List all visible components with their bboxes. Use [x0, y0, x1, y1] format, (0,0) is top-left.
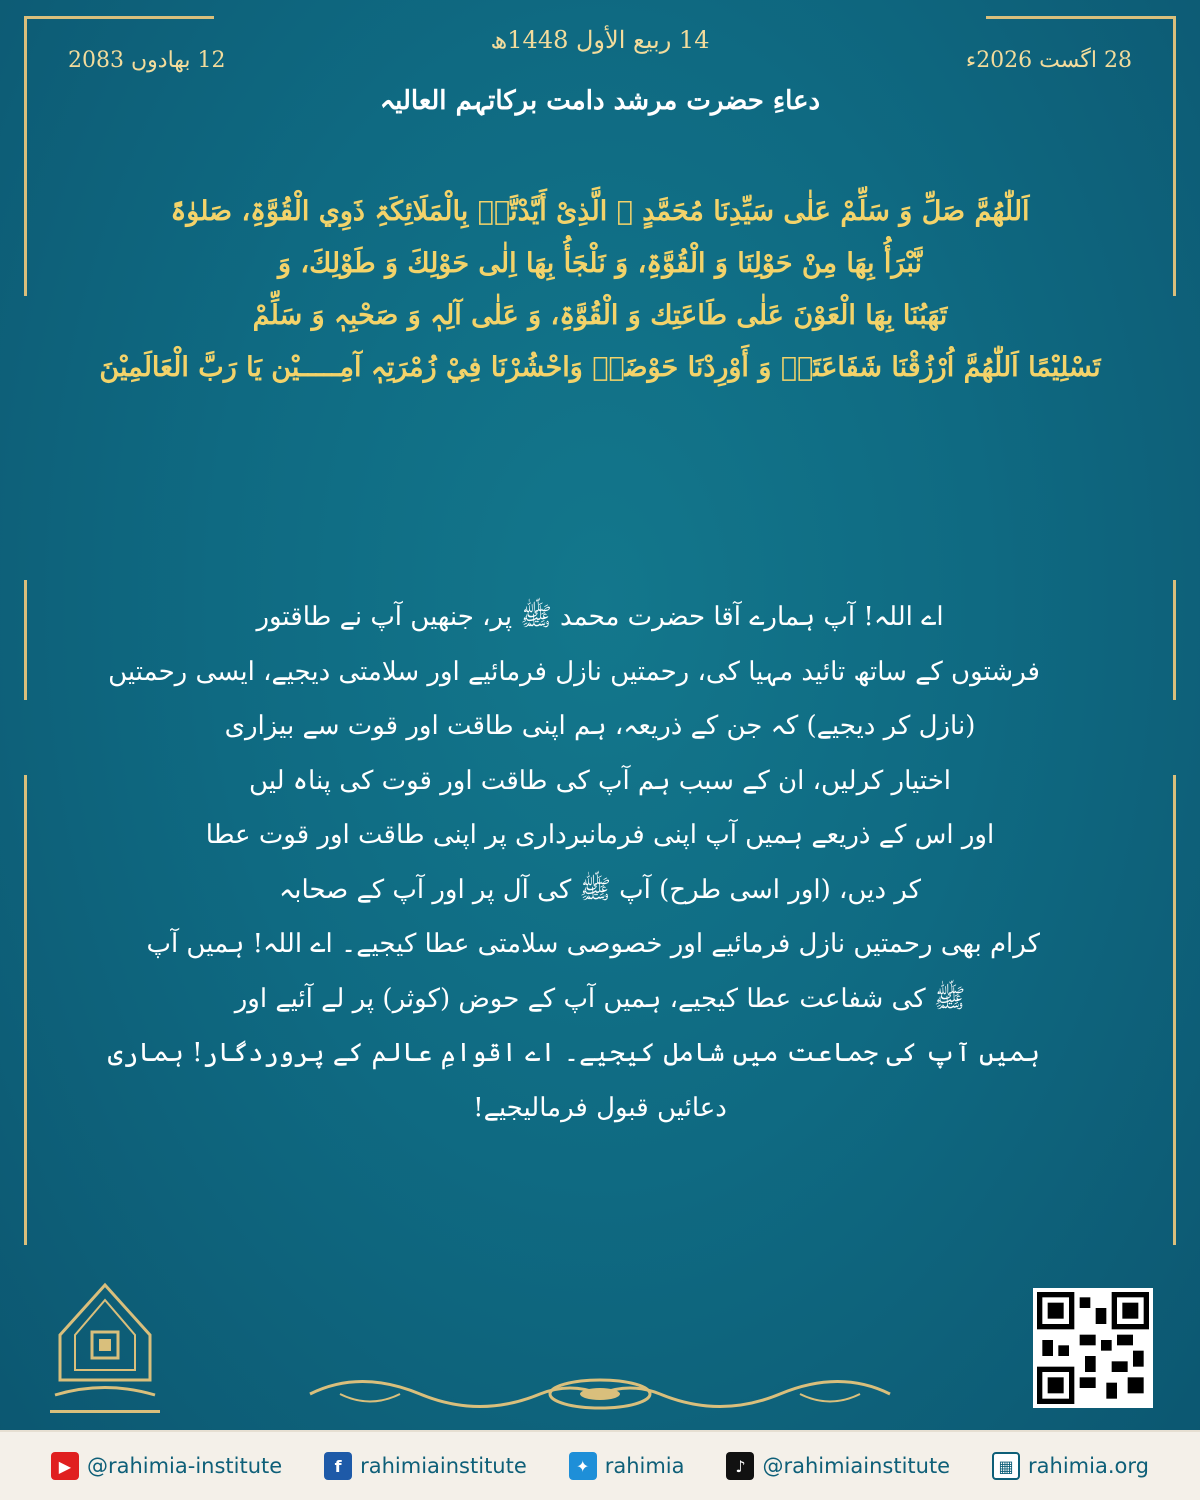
urdu-translation [107, 590, 1040, 1135]
frame-border [986, 16, 1176, 19]
urdu-line: دعائیں قبول فرمالیجیے! [473, 1092, 727, 1123]
tiktok-link[interactable] [726, 1452, 950, 1480]
gold-ornament [300, 1364, 900, 1424]
urdu-line: اختیار کرلیں، ان کے سبب ہم آپ کی طاقت اور قوت کی پناہ لیں [248, 765, 952, 796]
youtube-icon: ▶ [51, 1452, 79, 1480]
website-url: rahimia.org [1028, 1454, 1149, 1478]
urdu-line: کر دیں، (اور اسی طرح) آپ ﷺ کی آل پر اور آپ کے صحابہ [278, 874, 922, 905]
urdu-line: ہمیں آپ کی جماعت میں شامل کیجیے۔ اے اقوامِ عالم کے پروردگار! ہماری [107, 1038, 1040, 1068]
youtube-handle: @rahimia-institute [86, 1454, 283, 1478]
frame-border [1173, 16, 1176, 296]
tiktok-handle: @rahimiainstitute [762, 1454, 951, 1478]
urdu-line: اور اس کے ذریعے ہمیں آپ اپنی فرمانبرداری پر اپنی طاقت اور قوت عطا [205, 820, 995, 850]
arabic-line: تَسْلِیْمًا اَللّٰھُمَّ اُرْزُقْنَا شَفَاعَتَہٗ وَ أَوْرِدْنَا حَوْضَہٗ وَاحْشُرْنَا فِيْ زُمْرَتِہٖ آمِـــــیْن یَا رَبَّ الْعَالَمِیْنَ [99, 352, 1101, 383]
urdu-line: فرشتوں کے ساتھ تائید مہیا کی، رحمتیں نازل فرمائیے اور سلامتی دیجیے، ایسی رحمتیں [108, 656, 1040, 687]
gregorian-date: 28 اگست 2026ء [965, 48, 1132, 73]
twitter-icon: ✦ [569, 1452, 597, 1480]
website-link[interactable] [992, 1452, 1149, 1480]
page-title: دعاءِ حضرت مرشد دامت برکاتہم العالیہ [379, 86, 821, 116]
rahimia-logo [40, 1280, 170, 1430]
hijri-date: 14 ربیع الأول 1448ھ [490, 26, 710, 54]
frame-border [1173, 775, 1176, 1245]
frame-border [24, 16, 214, 19]
arabic-line: نَّبْرَأُ بِھَا مِنْ حَوْلِنَا وَ الْقُوَّۃِ، وَ نَلْجَأُ بِھَا اِلٰی حَوْلِكَ وَ طَوْلِكَ، وَ [277, 248, 922, 279]
facebook-link[interactable] [324, 1452, 527, 1480]
urdu-line: (نازل کر دیجیے) کہ جن کے ذریعہ، ہم اپنی طاقت اور قوت سے بیزاری [224, 711, 976, 741]
youtube-link[interactable] [51, 1452, 282, 1480]
tiktok-icon: ♪ [726, 1452, 754, 1480]
frame-border [24, 16, 27, 296]
twitter-link[interactable] [569, 1452, 685, 1480]
qr-code[interactable] [1033, 1288, 1153, 1408]
arabic-line: اَللّٰھُمَّ صَلِّ وَ سَلِّمْ عَلٰی سَیِّدِنَا مُحَمَّدٍ ﷺ الَّذِیْ أَیَّدْتَّہٗ بِالْمَلَائِکَۃِ ذَوِي الْقُوَّۃِ، صَلوٰۃً [170, 196, 1030, 227]
urdu-line: ﷺ کی شفاعت عطا کیجیے، ہمیں آپ کے حوض (کوثر) پر لے آئیے اور [234, 983, 966, 1014]
arabic-dua [90, 186, 1110, 394]
urdu-line: کرام بھی رحمتیں نازل فرمائیے اور خصوصی سلامتی عطا کیجیے۔ اے اللہ! ہمیں آپ [146, 929, 1040, 959]
twitter-handle: rahimia [604, 1454, 685, 1478]
globe-icon: ▦ [992, 1452, 1020, 1480]
frame-border [24, 775, 27, 1245]
social-footer [0, 1430, 1200, 1500]
frame-border [24, 580, 27, 700]
urdu-line: اے اللہ! آپ ہمارے آقا حضرت محمد ﷺ پر، جنھیں آپ نے طاقتور [256, 602, 944, 632]
bikrami-date: 12 بھادوں 2083 [68, 48, 226, 73]
frame-border [1173, 580, 1176, 700]
facebook-handle: rahimiainstitute [360, 1454, 527, 1478]
facebook-icon: f [324, 1452, 352, 1480]
arabic-line: تَھَبُنَا بِھَا الْعَوْنَ عَلٰی طَاعَتِك وَ الْقُوَّۃِ، وَ عَلٰی آلِہٖ وَ صَحْبِہٖ وَ سَلِّمْ [252, 300, 948, 331]
